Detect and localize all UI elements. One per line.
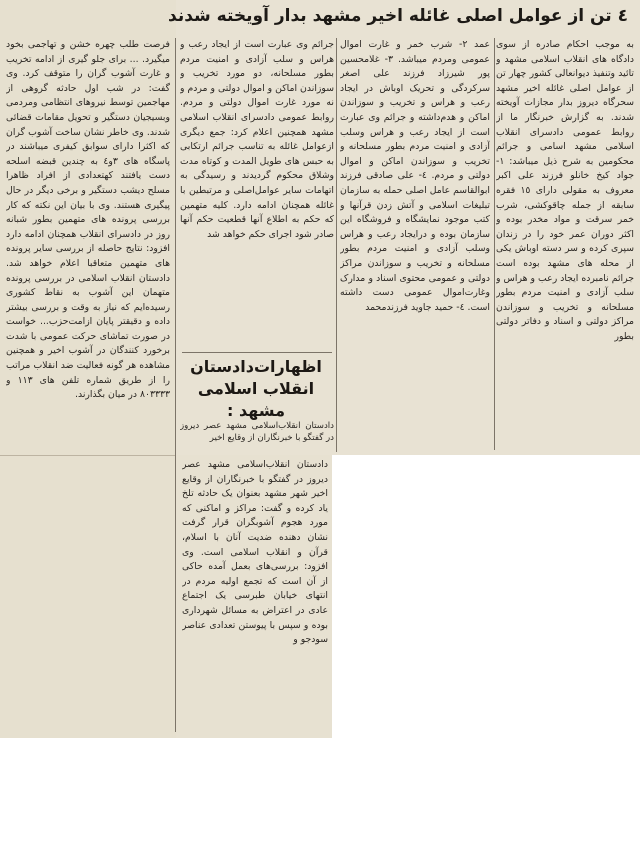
column-divider	[336, 38, 337, 452]
subhead-divider	[182, 352, 332, 353]
section-subheading: اظهارات‌دادستان انقلاب اسلامی مشهد :	[190, 357, 322, 420]
article-headline: ٤ تن از عوامل اصلی غائله اخیر مشهد بدار آویخته شدند	[168, 6, 628, 26]
column-divider	[494, 38, 495, 450]
article-column-2: عمد ٢- شرب خمر و غارت اموال عمومی ومردم میباشد. ٣- غلامحسین پور شیرزاد فرزند علی اصغر سرکردگی و تحریک اوباش در ایجاد رعب و هراس و تخریب و سوزاندن اماکن و هدم‌داشته و جرائم وی عبارت است از ایجاد رعب و هراس وسلب آزادی و امنیت مردم بطور مسلحانه و تخریب و سوزاندن اماکن و اموال دولتی و مردم. ٤- علی صادقی فرزند ابوالقاسم عامل اصلی حمله به سازمان تبلیغات اسلامی و آتش زدن قرآنها و کتب موجود نمایشگاه و فروشگاه این سازمان بوده و درایجاد رعب و هراس وسلب آزادی و امنیت مردم بطور مسلحانه و تخریب و سوزاندن مراکز دولتی و عمومی محتوی اسناد و مدارک وغارت‌اموال عمومی دست داشته است. ٤- حمید جاوید فرزندمحمد	[340, 39, 490, 313]
column-divider	[175, 38, 176, 732]
article-column-4: فرصت طلب چهره خشن و تهاجمی بخود میگیرد. ... برای جلو گیری از ادامه تخریب و غارت آشوب گران را متوقف کرد. وی گفت: در شب اول حادثه گروهی از مهاجمین توسط نیروهای انتظامی ومردمی وبسیجیان دستگیر و تحویل مقامات قضائی شدند. وی خاطر نشان ساخت آشوب گران که اکثرا دارای سوابق کیفری میباشند در پاسگاه های ٣و٤ به چندین قبضه اسلحه دست یافتند کهتعدادی از افراد ظاهرا مسلح دیشب دستگیر و برخی دیگر در حال پیگیری هستند. وی با بیان این نکته که کار بررسی پرونده های متهمین بطور شبانه روز در دادسرای انقلاب همچنان ادامه دارد افزود: نتایج حاصله از بررسی سایر پرونده های متهمین متعاقبا اعلام خواهد شد. دادستان انقلاب اسلامی در بررسی پرونده متهمان این آشوب به نقاط کشوری رسیده‌ایم که نیاز به وقت و بررسی بیشتر داده و دقیقتر پایان ازامت‌حزب... خواست در صورت تماشای حرکت عمومی با شدت برخورد کنندگان در آشوب اخیر و همچنین مشاهده هر گونه فعالیت ضد انقلاب مراتب را از طریق شماره تلفن های ١١٣ و ٨٠٣٣٣٣ در میان بگذارند.	[6, 39, 170, 401]
article-column-3: جرائم وی عبارت است از ایجاد رعب و هراس و سلب آزادی و امنیت مردم بطور مسلحانه، دو مورد تخریب و سوزاندن اماکن و اموال دولتی و مردم و نه مورد غارت اموال دولتی و مردم. روابط عمومی دادسرای انقلاب اسلامی مشهد همچنین اعلام کرد: جمع دیگری ازعوامل غائله به تناسب جرائم ارتکابی به حبس های طویل المدت و کوتاه مدت وشلاق محکوم گردیدند و رسیدگی به اتهامات سایر عوامل‌اصلی و مرتبطین با غائله همچنان ادامه دارد. کلیه متهمین که حکم به اطلاع آنها قطعیت حکم آنها صادر شود اجرای حکم خواهد شد	[180, 39, 334, 240]
article-column-1: به موجب احکام صادره از سوی دادگاه های انقلاب اسلامی مشهد و تائید وتنفیذ دیوانعالی کشور چهار تن از عوامل اصلی غائله اخیر مشهد سحرگاه دیروز بدار مجازات آویخته شدند. به گزارش خبرنگار ما از روابط عمومی دادسرای انقلاب اسلامی مشهد اسامی و جرائم محکومین به شرح ذیل میباشد: ١- جواد کیخ خانلو فرزند علی اکبر معروف به مقولی دارای ١٥ فقره سابقه از جمله چاقوکشی، شرب خمر سرقت و مواد مخدر بوده و اکثر دوران عمر خود را در زندان سپری کرده و سر دسته اوباش یکی از محله های مشهد بوده است جرائم نامبرده ایجاد رعب و هراس و سلب آزادی و امنیت مردم بطور مسلحانه و تخریب و سوزاندن مراکز دولتی و اسناد و دفاتر دولتی بطور	[496, 39, 634, 342]
article-column-5: دادستان انقلاب‌اسلامی مشهد عصر دیروز در گفتگو با خبرنگاران از وقایع اخیر شهر مشهد بعنوان یک حادثه تلخ یاد کرده و گفت: مراکز و اماکنی که مورد هجوم آشوبگران قرار گرفت نشان دهنده ضدیت آنان با اسلام، قرآن و انقلاب اسلامی است. وی افزود: بررسی‌های بعمل آمده حاکی از آن است که تجمع اولیه مردم در انتهای خیابان طبرسی یک اجتماع عادی در اعتراض به مسائل شهرداری بوده و سپس با پیوستن تعدادی عناصر سودجو و	[182, 459, 328, 646]
blank-area	[332, 455, 640, 738]
article-column-3-tail: دادستان انقلاب‌اسلامی مشهد عصر دیروز در گفتگو با خبرنگاران از وقایع اخیر	[180, 421, 334, 443]
